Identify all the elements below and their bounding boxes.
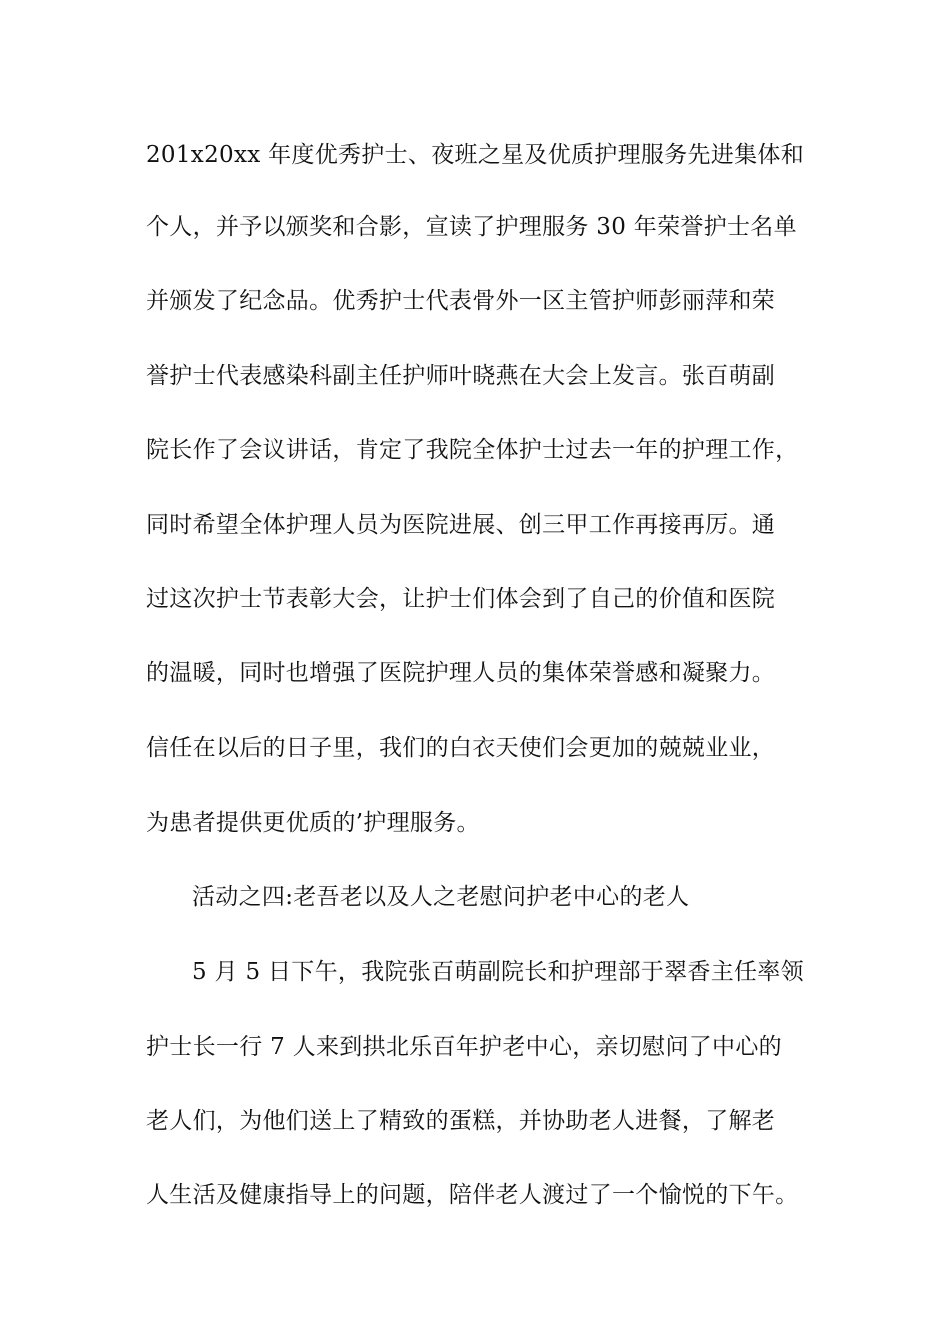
paragraph-line: 的温暖，同时也增强了医院护理人员的集体荣誉感和凝聚力。 [146, 660, 776, 686]
paragraph-line: 并颁发了纪念品。优秀护士代表骨外一区主管护师彭丽萍和荣 [146, 288, 776, 314]
paragraph-line: 院长作了会议讲话，肯定了我院全体护士过去一年的护理工作， [146, 437, 799, 463]
paragraph-line: 为患者提供更优质的’护理服务。 [146, 810, 480, 836]
paragraph-line: 老人们，为他们送上了精致的蛋糕，并协助老人进餐，了解老 [146, 1108, 776, 1134]
paragraph-line: 誉护士代表感染科副主任护师叶晓燕在大会上发言。张百萌副 [146, 363, 776, 389]
paragraph-line: 人生活及健康指导上的问题，陪伴老人渡过了一个愉悦的下午。 [146, 1182, 799, 1208]
paragraph-line: 过这次护士节表彰大会，让护士们体会到了自己的价值和医院 [146, 586, 776, 612]
paragraph-line: 个人，并予以颁奖和合影，宣读了护理服务 30 年荣誉护士名单 [146, 214, 797, 240]
paragraph-line: 同时希望全体护理人员为医院进展、创三甲工作再接再厉。通 [146, 512, 776, 538]
paragraph-line: 201x20xx 年度优秀护士、夜班之星及优质护理服务先进集体和 [146, 142, 804, 168]
paragraph-line: 信任在以后的日子里，我们的白衣天使们会更加的兢兢业业， [146, 735, 776, 761]
paragraph-line: 护士长一行 7 人来到拱北乐百年护老中心，亲切慰问了中心的 [146, 1034, 782, 1060]
paragraph-line: 5 月 5 日下午，我院张百萌副院长和护理部于翠香主任率领 [192, 959, 804, 985]
section-heading: 活动之四:老吾老以及人之老慰问护老中心的老人 [192, 884, 690, 910]
